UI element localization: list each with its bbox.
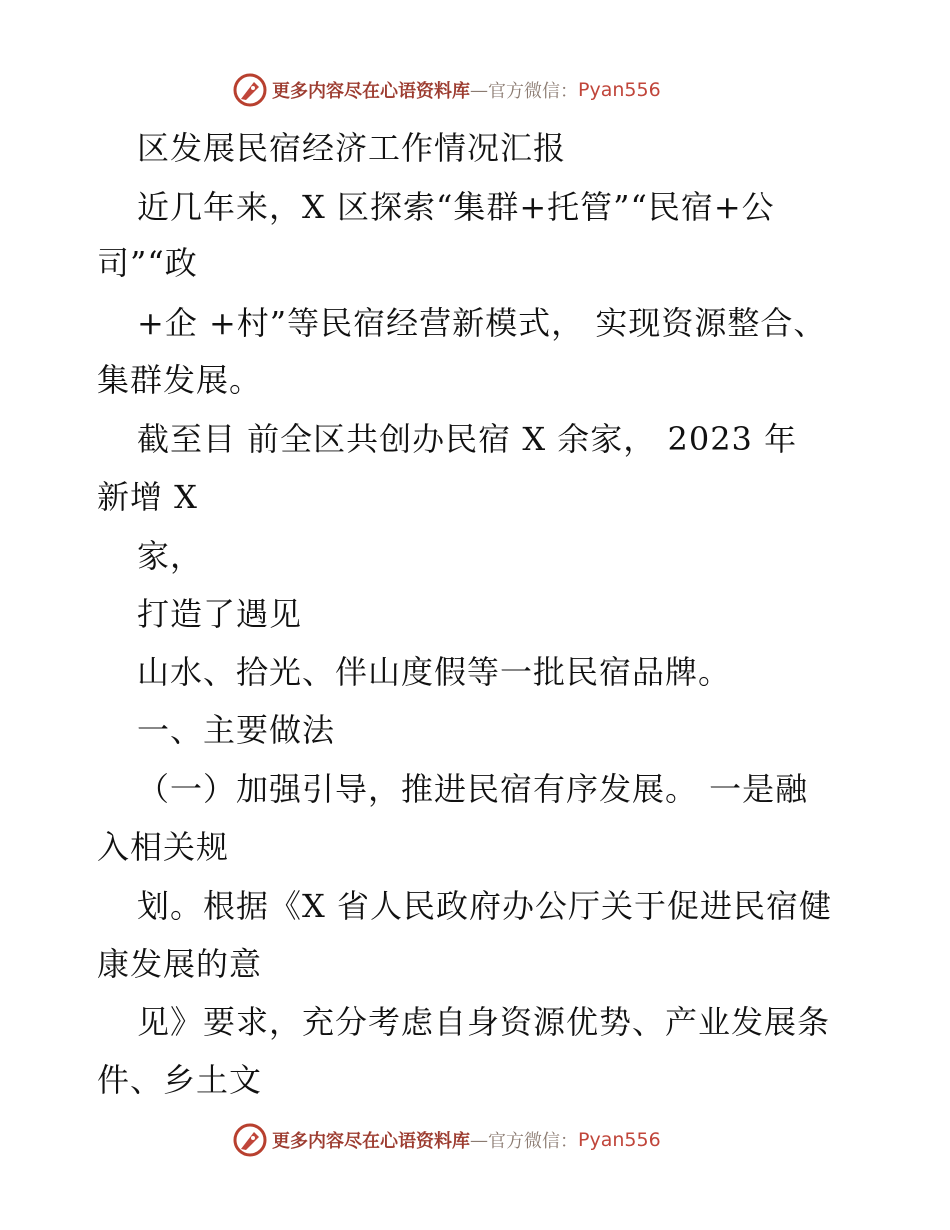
subsection-heading-line: （一）加强引导，推进民宿有序发展。 一是融 [137, 770, 809, 808]
banner-slogan: 更多内容尽在心语资料库 [272, 81, 470, 102]
banner-account-id: Pyan556 [578, 1129, 661, 1151]
banner-account-label: 官方微信： [488, 1131, 578, 1152]
banner-account-label: 官方微信： [488, 81, 578, 102]
banner-separator: — [470, 79, 488, 101]
banner-account-id: Pyan556 [578, 79, 661, 101]
paragraph-line: 打造了遇见 [137, 595, 303, 633]
banner-slogan: 更多内容尽在心语资料库 [272, 1131, 470, 1152]
paragraph-line: 康发展的意 [97, 945, 263, 983]
document-title: 区发展民宿经济工作情况汇报 [137, 129, 567, 167]
paragraph-line: 划。根据《X 省人民政府办公厅关于促进民宿健 [137, 887, 832, 925]
paragraph-line: 截至目 前全区共创办民宿 X 余家， 2023 年 [137, 420, 798, 458]
paragraph-line: 件、乡土文 [97, 1061, 263, 1099]
paragraph-line: +企 +村”等民宿经营新模式， 实现资源整合、 [137, 304, 827, 342]
section-heading: 一、主要做法 [137, 711, 336, 749]
paragraph-line: 入相关规 [97, 828, 230, 866]
footer-watermark-banner [232, 1120, 712, 1160]
paragraph-line: 山水、拾光、伴山度假等一批民宿品牌。 [137, 653, 732, 691]
paragraph-line: 司”“政 [97, 244, 198, 282]
paragraph-line: 集群发展。 [97, 361, 263, 399]
pen-nib-logo-icon [232, 72, 268, 108]
paragraph-line: 近几年来，X 区探索“集群+托管”“民宿+公 [137, 188, 775, 226]
header-watermark-banner [232, 70, 712, 110]
pen-nib-logo-icon [232, 1122, 268, 1158]
paragraph-line: 新增 X [97, 478, 198, 516]
banner-separator: — [470, 1129, 488, 1151]
paragraph-line: 家， [137, 537, 204, 575]
paragraph-line: 见》要求，充分考虑自身资源优势、产业发展条 [137, 1003, 831, 1041]
